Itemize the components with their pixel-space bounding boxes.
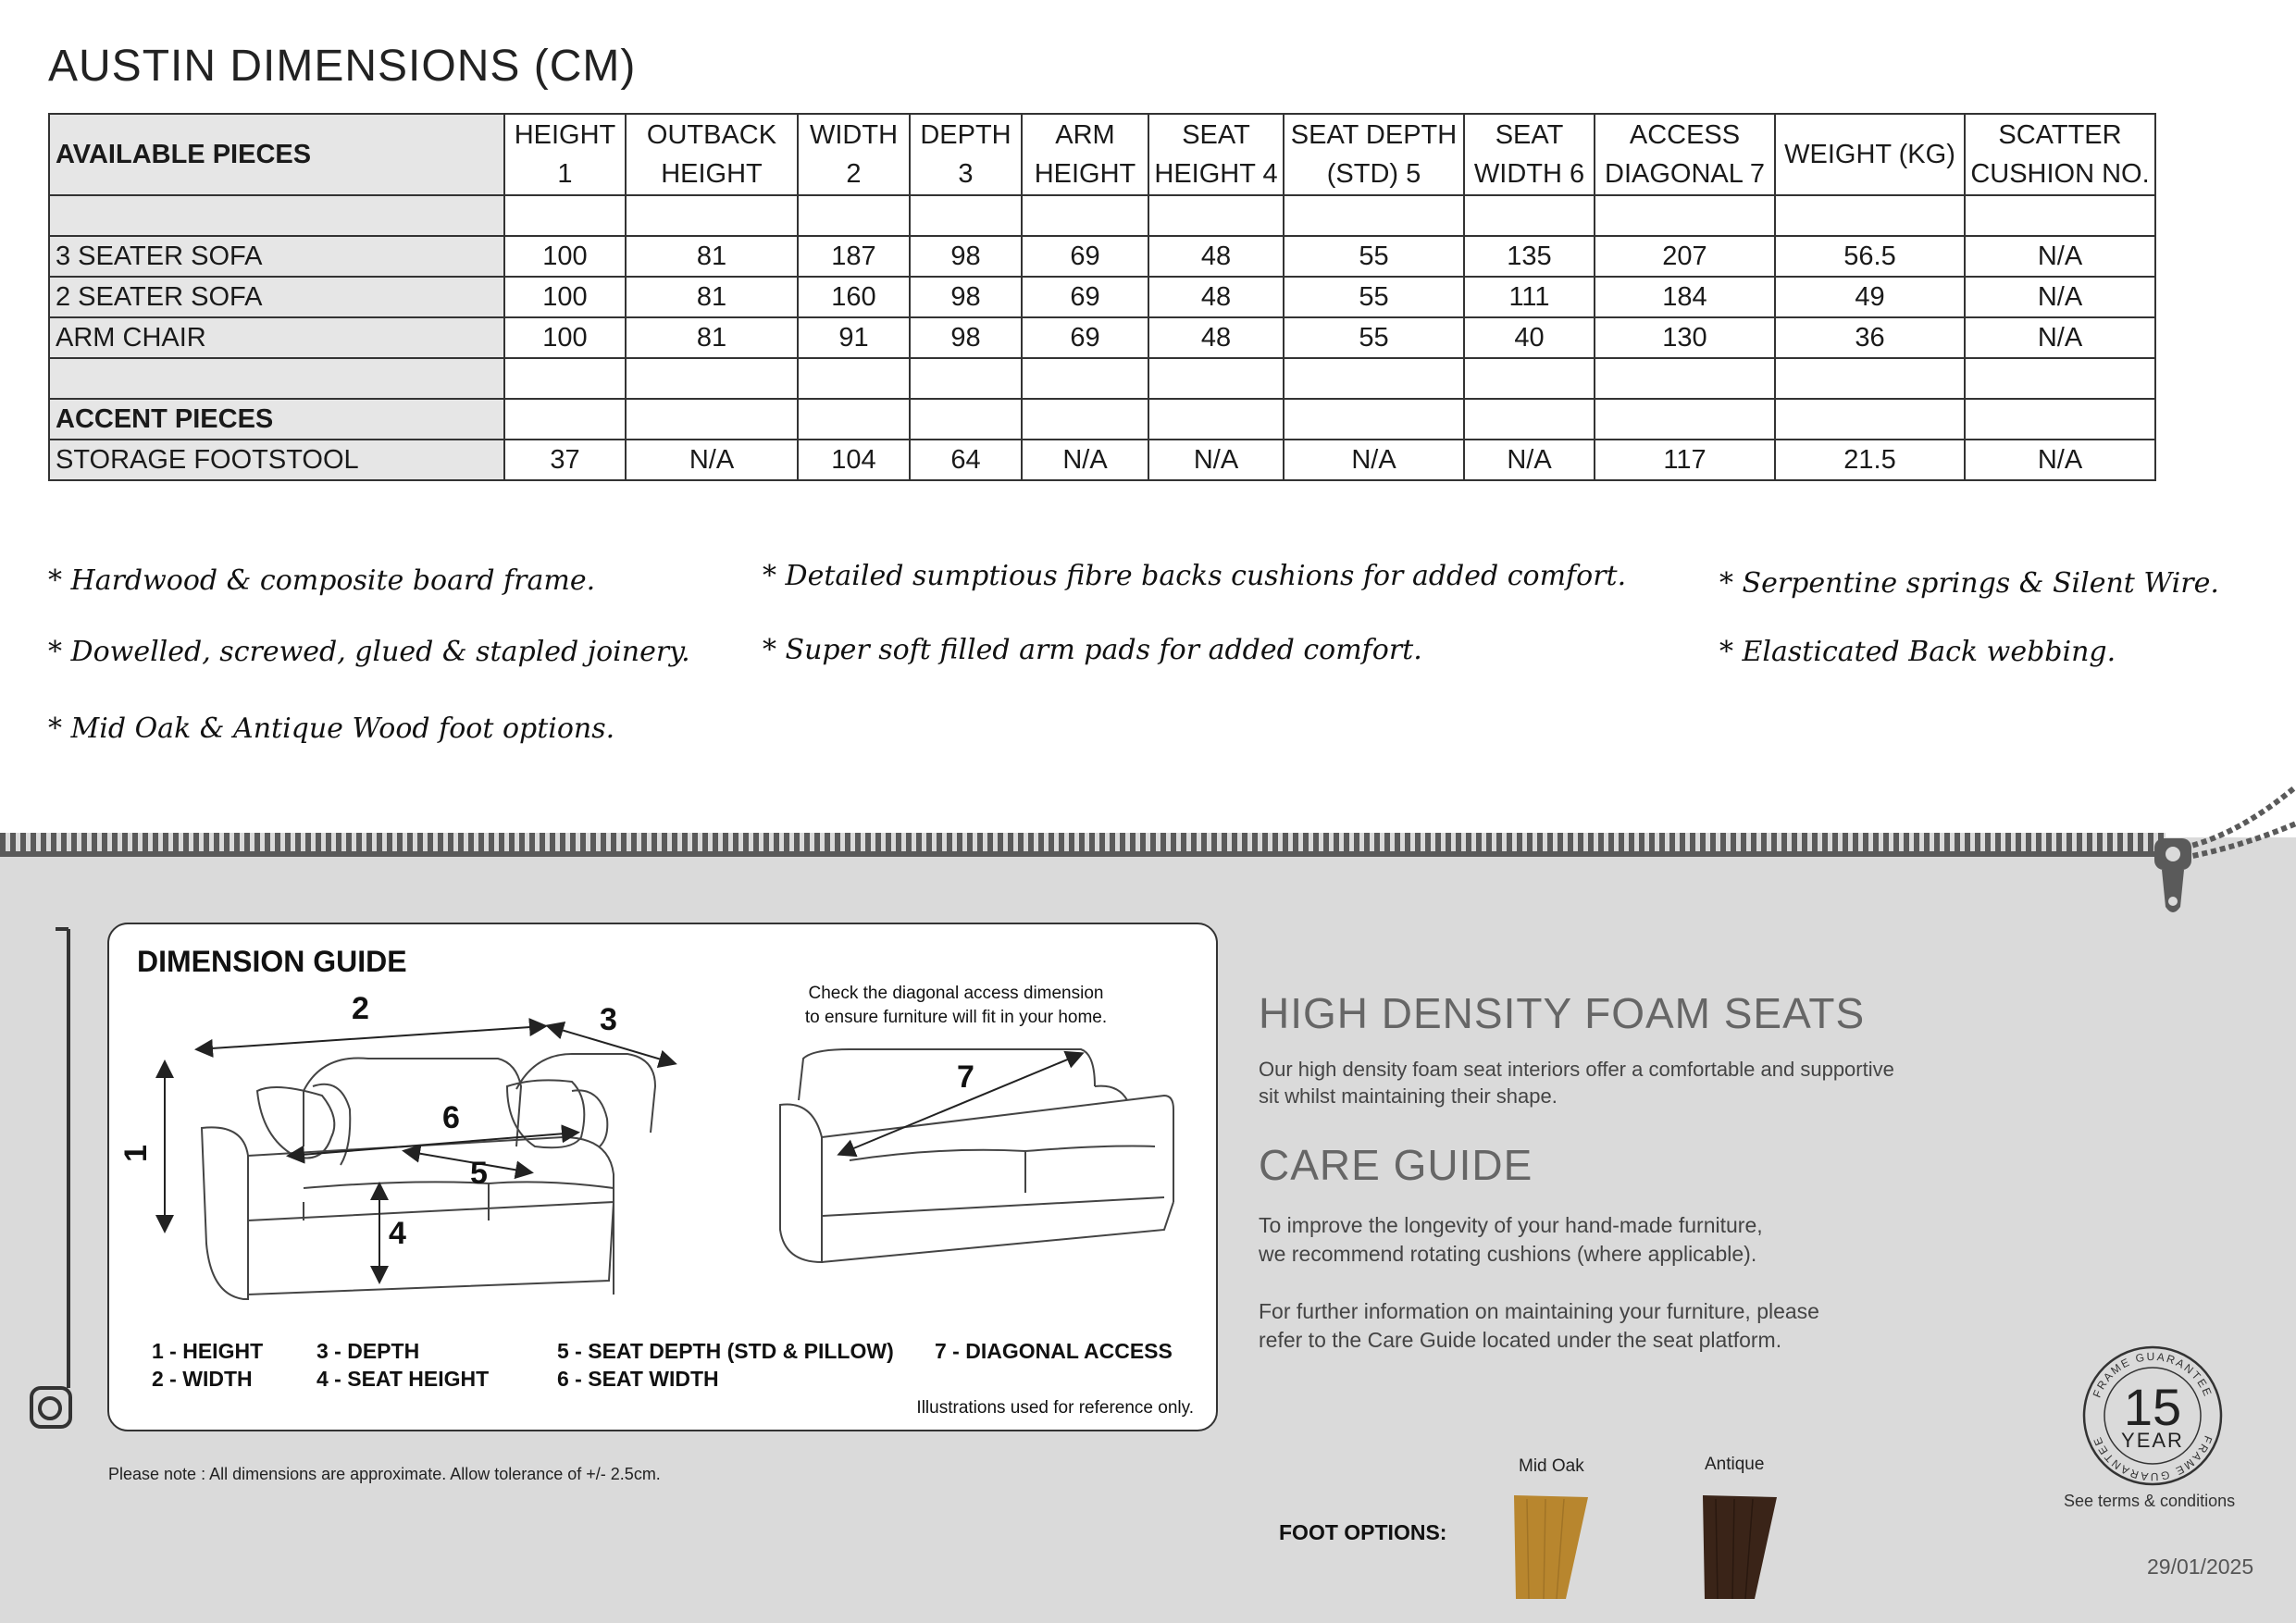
table-cell <box>626 358 798 399</box>
table-cell <box>1965 195 2155 236</box>
table-cell: 55 <box>1284 277 1464 317</box>
sofa-left-drawing <box>202 1054 655 1299</box>
table-cell: N/A <box>1022 440 1148 480</box>
header-line: 2 <box>846 159 862 189</box>
column-header <box>1022 114 1148 195</box>
badge-unit: YEAR <box>2121 1429 2184 1452</box>
document-date: 29/01/2025 <box>2147 1555 2254 1579</box>
table-cell: 81 <box>626 317 798 358</box>
feature-foot-options: * Mid Oak & Antique Wood foot options. <box>48 712 615 745</box>
table-cell <box>1775 358 1965 399</box>
illustrations-disclaimer: Illustrations used for reference only. <box>916 1398 1194 1418</box>
table-cell <box>504 358 626 399</box>
row-label: STORAGE FOOTSTOOL <box>49 440 504 480</box>
legend-col-2 <box>316 1337 489 1393</box>
foot-options-label: FOOT OPTIONS: <box>1279 1520 1447 1544</box>
table-cell: 98 <box>910 277 1022 317</box>
header-line: SEAT <box>1182 120 1250 150</box>
table-row <box>49 236 2155 277</box>
table-cell <box>1284 399 1464 440</box>
header-line: WIDTH 6 <box>1473 159 1585 189</box>
table-cell <box>1022 358 1148 399</box>
header-line: SEAT DEPTH <box>1290 120 1458 150</box>
column-header <box>504 114 626 195</box>
page-title: AUSTIN DIMENSIONS (CM) <box>48 42 637 91</box>
table-cell: N/A <box>1965 236 2155 277</box>
badge-number: 15 <box>2123 1378 2182 1436</box>
column-header <box>1965 114 2155 195</box>
zipper-pull-icon <box>2128 787 2296 925</box>
table-header-row <box>49 114 2155 195</box>
table-cell <box>1148 195 1284 236</box>
table-cell: 100 <box>504 236 626 277</box>
table-cell <box>798 399 910 440</box>
table-cell: N/A <box>1965 317 2155 358</box>
table-cell: 98 <box>910 236 1022 277</box>
table-cell <box>1595 195 1775 236</box>
label-seat-height-4: 4 <box>389 1216 406 1251</box>
table-cell: 48 <box>1148 236 1284 277</box>
header-line: ARM <box>1055 120 1115 150</box>
column-header <box>798 114 910 195</box>
legend-width: 2 - WIDTH <box>152 1367 253 1391</box>
row-label: 2 SEATER SOFA <box>49 277 504 317</box>
row-label: ARM CHAIR <box>49 317 504 358</box>
label-width-2: 2 <box>352 991 369 1026</box>
feature-springs: * Serpentine springs & Silent Wire. <box>1719 567 2219 600</box>
sofa-right-drawing <box>780 1049 1173 1262</box>
care-line-3: For further information on maintaining your furniture, please <box>1259 1299 1819 1323</box>
table-cell <box>910 358 1022 399</box>
note-line-2: to ensure furniture will fit in your home. <box>804 1008 1108 1027</box>
label-seat-depth-5: 5 <box>470 1156 488 1191</box>
table-cell <box>1464 195 1595 236</box>
table-cell <box>1595 358 1775 399</box>
header-line: HEIGHT 4 <box>1154 159 1278 189</box>
header-line: WEIGHT (KG) <box>1784 140 1955 169</box>
table-cell: 160 <box>798 277 910 317</box>
table-cell <box>626 399 798 440</box>
label-diagonal-7: 7 <box>957 1059 974 1095</box>
legend-col-1 <box>152 1337 263 1393</box>
table-row <box>49 277 2155 317</box>
foam-line-1: Our high density foam seat interiors offer a comfortable and supportive <box>1259 1058 1894 1081</box>
legend-diagonal-access: 7 - DIAGONAL ACCESS <box>935 1339 1173 1363</box>
row-label: 3 SEATER SOFA <box>49 236 504 277</box>
table-cell: N/A <box>626 440 798 480</box>
legend-seat-width: 6 - SEAT WIDTH <box>557 1367 719 1391</box>
header-line: ACCESS <box>1629 120 1741 150</box>
column-header <box>1148 114 1284 195</box>
legend-depth: 3 - DEPTH <box>316 1339 420 1363</box>
table-cell <box>798 195 910 236</box>
legend-seat-depth: 5 - SEAT DEPTH (STD & PILLOW) <box>557 1339 894 1363</box>
table-cell: 55 <box>1284 317 1464 358</box>
header-line: SCATTER <box>1998 120 2122 150</box>
care-line-1: To improve the longevity of your hand-made furniture, <box>1259 1213 1763 1237</box>
column-header <box>1284 114 1464 195</box>
tape-measure-icon <box>28 925 74 1443</box>
table-cell <box>1148 358 1284 399</box>
table-cell: 81 <box>626 236 798 277</box>
table-cell: 207 <box>1595 236 1775 277</box>
table-cell: 187 <box>798 236 910 277</box>
header-line: OUTBACK <box>646 120 777 150</box>
care-line-2: we recommend rotating cushions (where applicable). <box>1259 1242 1757 1266</box>
table-cell: 64 <box>910 440 1022 480</box>
table-row <box>49 317 2155 358</box>
header-line: CUSHION NO. <box>1970 159 2150 189</box>
mid-oak-foot-swatch <box>1508 1490 1592 1604</box>
label-height-1: 1 <box>118 1145 154 1162</box>
table-cell <box>798 358 910 399</box>
header-line: 3 <box>958 159 974 189</box>
table-cell: 37 <box>504 440 626 480</box>
header-line: AVAILABLE PIECES <box>56 140 312 169</box>
table-cell: 91 <box>798 317 910 358</box>
antique-foot-swatch <box>1697 1490 1781 1604</box>
table-cell: 40 <box>1464 317 1595 358</box>
header-available-pieces <box>49 114 504 195</box>
table-cell <box>1284 358 1464 399</box>
header-line: HEIGHT <box>661 159 763 189</box>
label-depth-3: 3 <box>600 1002 617 1037</box>
badge-arc-bottom: FRAME GUARANTEE <box>2090 1433 2215 1484</box>
label-seat-width-6: 6 <box>442 1100 460 1135</box>
table-cell <box>626 195 798 236</box>
foam-description <box>1259 1056 1894 1109</box>
table-cell <box>1965 358 2155 399</box>
table-cell: 117 <box>1595 440 1775 480</box>
table-cell: N/A <box>1965 277 2155 317</box>
table-cell: N/A <box>1284 440 1464 480</box>
table-cell: 48 <box>1148 317 1284 358</box>
header-line: WIDTH <box>809 120 899 150</box>
header-line: 1 <box>557 159 573 189</box>
table-row <box>49 358 2155 399</box>
foam-title: HIGH DENSITY FOAM SEATS <box>1259 989 1866 1037</box>
table-cell <box>1965 399 2155 440</box>
column-header <box>1464 114 1595 195</box>
column-header <box>1775 114 1965 195</box>
row-label <box>49 195 504 236</box>
header-line: (STD) 5 <box>1326 159 1421 189</box>
foam-line-2: sit whilst maintaining their shape. <box>1259 1084 1558 1108</box>
zipper-line <box>0 851 2166 857</box>
table-cell: N/A <box>1148 440 1284 480</box>
table-cell <box>1148 399 1284 440</box>
care-title: CARE GUIDE <box>1259 1141 1533 1189</box>
badge-arc-top: FRAME GUARANTEE <box>2090 1349 2215 1400</box>
row-label <box>49 358 504 399</box>
table-cell: 36 <box>1775 317 1965 358</box>
legend-col-3 <box>557 1337 894 1393</box>
row-label: ACCENT PIECES <box>49 399 504 440</box>
table-cell: 69 <box>1022 277 1148 317</box>
table-cell <box>1595 399 1775 440</box>
table-cell: 21.5 <box>1775 440 1965 480</box>
header-line: DIAGONAL 7 <box>1605 159 1765 189</box>
table-row <box>49 399 2155 440</box>
table-cell <box>1022 195 1148 236</box>
frame-guarantee-badge <box>2069 1342 2236 1490</box>
table-cell: 184 <box>1595 277 1775 317</box>
tolerance-note: Please note : All dimensions are approximate. Allow tolerance of +/- 2.5cm. <box>108 1465 661 1483</box>
table-cell <box>1464 399 1595 440</box>
table-cell: 69 <box>1022 236 1148 277</box>
table-cell <box>1284 195 1464 236</box>
table-cell: 135 <box>1464 236 1595 277</box>
table-cell: 111 <box>1464 277 1595 317</box>
feature-webbing: * Elasticated Back webbing. <box>1719 636 2116 668</box>
table-cell <box>1464 358 1595 399</box>
table-cell: 130 <box>1595 317 1775 358</box>
note-line-1: Check the diagonal access dimension <box>808 984 1104 1003</box>
table-cell <box>504 195 626 236</box>
legend-seat-height: 4 - SEAT HEIGHT <box>316 1367 490 1391</box>
table-cell: 81 <box>626 277 798 317</box>
feature-frame: * Hardwood & composite board frame. <box>48 564 596 597</box>
header-line: HEIGHT <box>1034 159 1136 189</box>
table-cell <box>1775 195 1965 236</box>
terms-link[interactable]: See terms & conditions <box>2064 1492 2236 1510</box>
care-description <box>1259 1211 1819 1355</box>
table-cell: 100 <box>504 277 626 317</box>
column-header <box>910 114 1022 195</box>
table-row <box>49 440 2155 480</box>
dimension-guide-panel <box>107 923 1218 1431</box>
table-cell: 69 <box>1022 317 1148 358</box>
dimension-guide-title: DIMENSION GUIDE <box>137 945 407 978</box>
table-cell <box>1022 399 1148 440</box>
table-cell: 100 <box>504 317 626 358</box>
table-cell <box>1775 399 1965 440</box>
header-line: HEIGHT <box>514 120 616 150</box>
header-line: DEPTH <box>920 120 1011 150</box>
column-header <box>1595 114 1775 195</box>
care-line-4: refer to the Care Guide located under the seat platform. <box>1259 1328 1782 1352</box>
header-line: SEAT <box>1495 120 1564 150</box>
mid-oak-label: Mid Oak <box>1519 1456 1584 1476</box>
legend-height: 1 - HEIGHT <box>152 1339 264 1363</box>
table-cell: 104 <box>798 440 910 480</box>
table-cell <box>910 195 1022 236</box>
legend-col-4 <box>935 1337 1173 1365</box>
feature-joinery: * Dowelled, screwed, glued & stapled joinery. <box>48 636 690 668</box>
table-cell: 56.5 <box>1775 236 1965 277</box>
table-cell: 49 <box>1775 277 1965 317</box>
table-cell: 55 <box>1284 236 1464 277</box>
table-cell <box>910 399 1022 440</box>
table-cell: 48 <box>1148 277 1284 317</box>
feature-arm-pads: * Super soft filled arm pads for added comfort. <box>763 634 1422 666</box>
column-header <box>626 114 798 195</box>
table-cell <box>504 399 626 440</box>
dimensions-table <box>48 113 2156 481</box>
feature-back-cushions: * Detailed sumptious fibre backs cushions for added comfort. <box>763 560 1627 592</box>
table-cell: N/A <box>1464 440 1595 480</box>
antique-label: Antique <box>1705 1455 1765 1474</box>
table-cell: 98 <box>910 317 1022 358</box>
table-row <box>49 195 2155 236</box>
table-cell: N/A <box>1965 440 2155 480</box>
